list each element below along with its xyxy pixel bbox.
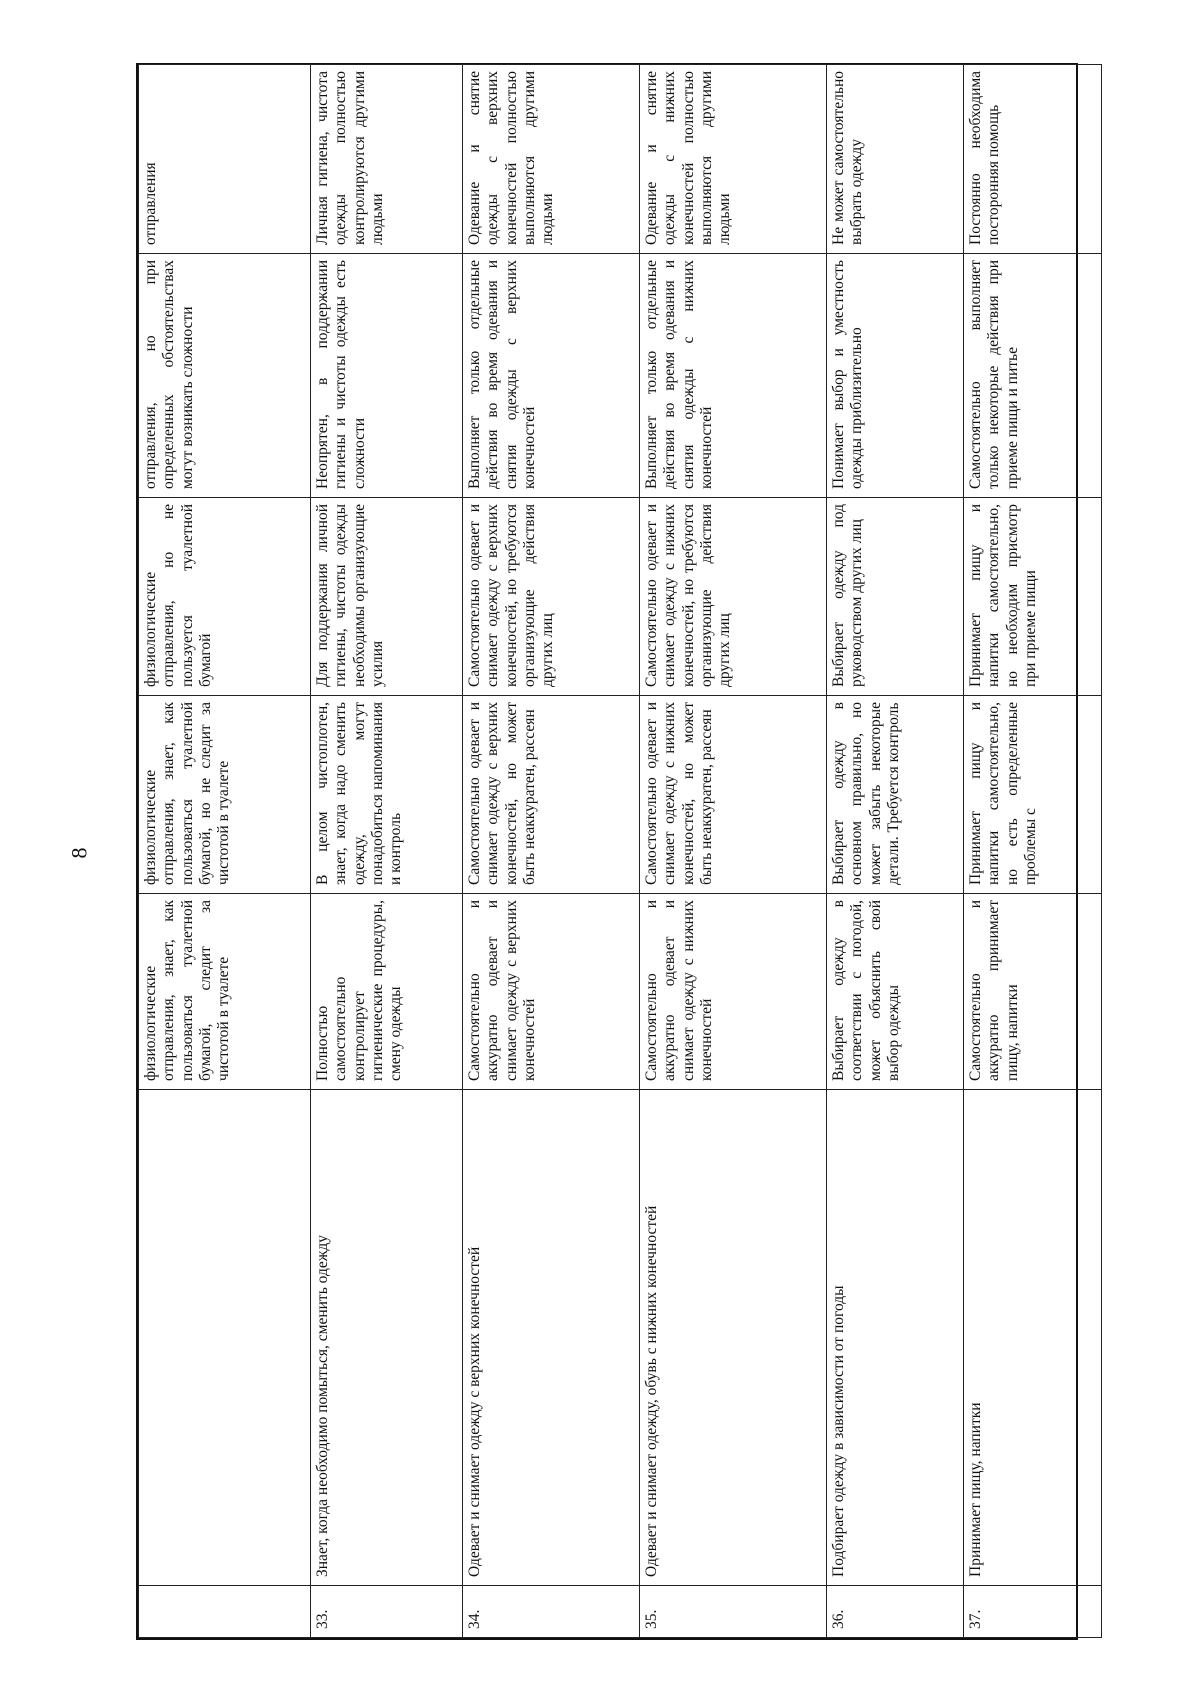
cell-level-0: Самостоятельно выполняет только некоторые действия при приеме пищи и питье (964, 254, 1102, 498)
cell-level-3: физиологические отправления, знает, как пользоваться туалетной бумагой, следит за чистотой в туалете (139, 894, 311, 1090)
table-row-34 (463, 65, 640, 1638)
skill-name: Принимает пищу, напитки (964, 1090, 1102, 1586)
cell-level-2: В целом чистоплотен, знает, когда надо сменить одежду, могут понадобиться напоминания и контроль (311, 696, 463, 894)
row-number: 35. (640, 1586, 827, 1638)
skill-name: Подбирает одежду в зависимости от погоды (827, 1090, 964, 1586)
cell-level-3: Выбирает одежду в соответствии с погодой, может объяснить свой выбор одежды (827, 894, 964, 1090)
cell-level-1: Самостоятельно одевает и снимает одежду с нижних конечностей, но требуются организующие действия других лиц (640, 498, 827, 696)
cell-level-2: Выбирает одежду в основном правильно, но может забыть некоторые детали. Требуется контроль (827, 696, 964, 894)
cell-level-3: Самостоятельно и аккуратно одевает и снимает одежду с нижних конечностей (640, 894, 827, 1090)
cell-level-2: Самостоятельно одевает и снимает одежду с нижних конечностей, но может быть неаккуратен, рассеян (640, 696, 827, 894)
cell-level-0: отправления, но при определенных обстоятельствах могут возникать сложности (139, 254, 311, 498)
cell-level-1: физиологические отправления, но не пользуется туалетной бумагой (139, 498, 311, 696)
cell-number-empty (139, 1586, 311, 1638)
cell-level-none: Личная гигиена, чистота одежды полностью контролируются другими людьми (311, 65, 463, 254)
page-number: 8 (66, 847, 92, 859)
table-row-36 (827, 65, 964, 1638)
cell-level-0: Выполняет только отдельные действия во время одевания и снятия одежды с верхних конечностей (463, 254, 640, 498)
skill-name: Одевает и снимает одежду с верхних конечностей (463, 1090, 640, 1586)
cell-level-0: Неопрятен, в поддержании гигиены и чистоты одежды есть сложности (311, 254, 463, 498)
cell-level-none: Одевание и снятие одежды с верхних конечностей полностью выполняются другими людьми (463, 65, 640, 254)
skill-name: Знает, когда необходимо помыться, сменить одежду (311, 1090, 463, 1586)
table-row-33 (311, 65, 463, 1638)
cell-level-3: Полностью самостоятельно контролирует гигиенические процедуры, смену одежды (311, 894, 463, 1090)
cell-level-none: Постоянно необходима посторонняя помощь (964, 65, 1102, 254)
row-number: 37. (964, 1586, 1102, 1638)
cell-level-1: Для поддержания личной гигиены, чистоты одежды необходимы организующие усилия (311, 498, 463, 696)
table-row-35 (640, 65, 827, 1638)
cell-level-2: физиологические отправления, знает, как пользоваться туалетной бумагой, но не следит за чистотой в туалете (139, 696, 311, 894)
assessment-table (138, 64, 1102, 1638)
cell-skill-empty (139, 1090, 311, 1586)
cell-level-0: Выполняет только отдельные действия во время одевания и снятия одежды с нижних конечностей (640, 254, 827, 498)
cell-level-1: Самостоятельно одевает и снимает одежду с верхних конечностей, но требуются организующие действия других лиц (463, 498, 640, 696)
cell-level-none: отправления (139, 65, 311, 254)
document-table-frame (136, 63, 1078, 1640)
table-row-37 (964, 65, 1102, 1638)
cell-level-3: Самостоятельно и аккуратно принимает пищу, напитки (964, 894, 1102, 1090)
cell-level-1: Выбирает одежду под руководством других лиц (827, 498, 964, 696)
cell-level-3: Самостоятельно и аккуратно одевает и снимает одежду с верхних конечностей (463, 894, 640, 1090)
row-number: 33. (311, 1586, 463, 1638)
cell-level-none: Не может самостоятельно выбрать одежду (827, 65, 964, 254)
cell-level-none: Одевание и снятие одежды с нижних конечностей полностью выполняются другими людьми (640, 65, 827, 254)
cell-level-0: Понимает выбор и уместность одежды приблизительно (827, 254, 964, 498)
row-number: 34. (463, 1586, 640, 1638)
cell-level-2: Самостоятельно одевает и снимает одежду с верхних конечностей, но может быть неаккуратен, рассеян (463, 696, 640, 894)
cell-level-1: Принимает пищу и напитки самостоятельно, но необходим присмотр при приеме пищи (964, 498, 1102, 696)
row-number: 36. (827, 1586, 964, 1638)
table-row-continuation (139, 65, 311, 1638)
cell-level-2: Принимает пищу и напитки самостоятельно, но есть определенные проблемы с (964, 696, 1102, 894)
skill-name: Одевает и снимает одежду, обувь с нижних конечностей (640, 1090, 827, 1586)
